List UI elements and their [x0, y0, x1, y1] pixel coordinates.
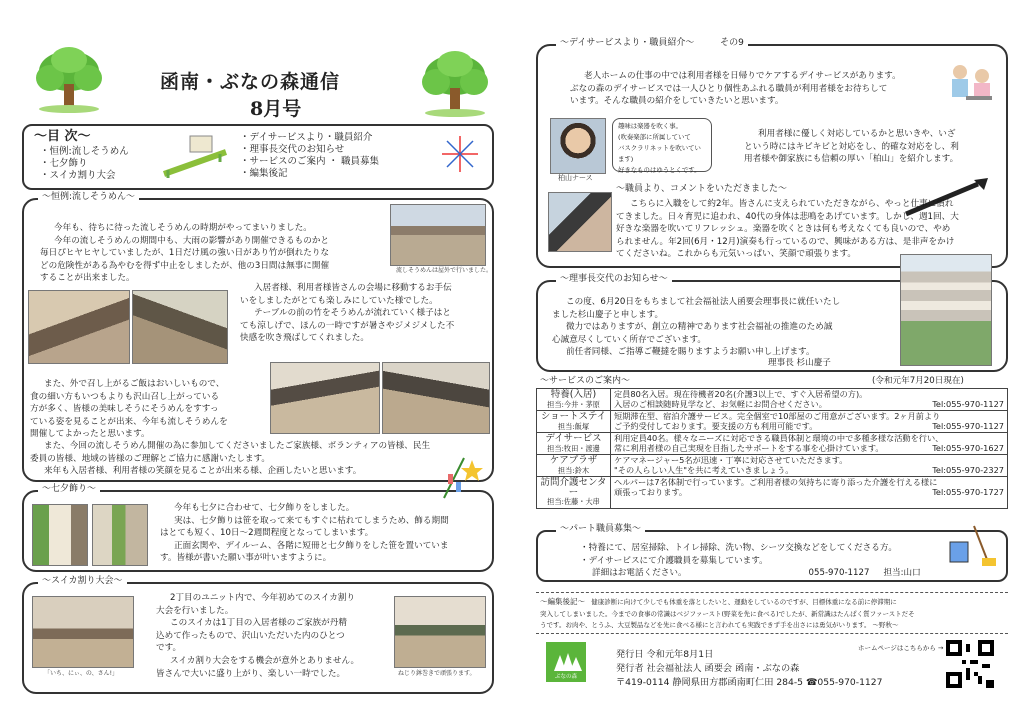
day-service-heading: 〜デイサービスより・職員紹介〜 その9 [556, 38, 748, 50]
caregiver-illustration [946, 60, 996, 106]
qr-code-icon[interactable] [946, 640, 994, 688]
somen-photo-4 [382, 362, 490, 434]
toc-item[interactable]: ・スイカ割り大会 [40, 170, 116, 181]
chairman-signature: 理事長 杉山慶子 [768, 358, 831, 368]
org-logo: ぶなの森 [546, 642, 586, 682]
issue-label: 8月号 [250, 98, 302, 120]
somen-paragraph-3: また、外で召し上がるご飯はおいしいもので、 食の細い方もいつもよりも沢山召し上がっている 方が多く、皆様の美味しそうにそうめんをすすっ ている姿を見ることが出来、今年も流しそうめんを 開催してよかったと思います。 [30, 379, 228, 440]
toc-item[interactable]: ・七夕飾り [40, 158, 88, 169]
toc-left [40, 146, 129, 182]
somen-photo-caption: 流しそうめんは屋外で行いました。 [396, 267, 493, 274]
editor-text: 〜編集後記〜 健康診断に向けて少しでも体重を落としたいと、運動をしているのですが、目標体重になる前に停滞期に 突入してしまいました。今までの食事の常識はべジファースト(野菜を先に食べる)でしたが、新常識はたんぱく質ファーストだそ うです。お肉や、とうふ、大豆製品などを先に食べる様にと言われても実践できず手を出さには勇気がいります。 〜野秋〜 [540, 597, 915, 630]
table-row: 訪問介護センター 担当:佐藤・大串 ヘルパーは7名体制で行っています。ご利用者様の気持ちに寄り添った介護を行える様に 頑張っております。 Tel:055-970-1727 [537, 477, 1008, 509]
address: 〒419-0114 静岡県田方郡函南町仁田 284-5 ☎055-970-1127 [616, 677, 883, 688]
cleaning-tools-icon [944, 522, 998, 568]
staff-comment: こちらに入職をして約2年。皆さんに支えられていただきながら、やっと仕事に慣れ てきました。日々育児に追われ、40代の身体は悲鳴をあげています。しかし、週1回、大 好きな楽器を吹いてリフレッシュ。楽器を吹くときは何も考えなくても良いので、やめ られません。年2回(6月・12月)演奏も行っているので、興味がある方は、是非声をかけ てくださいね。これからも元気いっぱい、笑顔で頑張ります。 [616, 199, 959, 260]
services-table [536, 388, 1008, 509]
comment-title: 〜職員より、コメントをいただきました〜 [616, 184, 788, 194]
table-row: デイサービス 担当:牧田・渡邊 利用定員40名。様々なニーズに対応できる職員体制と環境の中で多種多様な活動を行い、 常に利用者様の自己実現を目指したサポートをする事を心掛けています。 Tel:055-970-1627 [537, 433, 1008, 455]
toc-right [240, 132, 379, 180]
homepage-link[interactable]: ホームページはこちらから → [858, 644, 944, 652]
logo-trees-icon [548, 651, 584, 673]
parttime-heading: 〜パート職員募集〜 [556, 524, 645, 536]
somen-paragraph-1: 今年も、待ちに待った流しそうめんの時期がやってまいりました。 今年の流しそうめんの期間中も、大雨の影響があり開催できるものかと 毎日ぴヒヤヒヤしていましたが、1日だけ風の強い日があり竹が倒れたりな どの危険性がある為やむを得ず中止をしましたが、他の3日間は無事に開催 することが出来ました。 [40, 223, 330, 284]
suika-photo-2 [394, 596, 486, 668]
toc-item[interactable]: ・サービスのご案内 ・ 職員募集 [240, 156, 380, 167]
parttime-phone: 055-970-1127 [808, 568, 870, 579]
somen-photo-2 [132, 290, 228, 364]
services-date: (令和元年7月20日現在) [872, 376, 964, 386]
newsletter-title: 函南・ぶなの森通信 [160, 71, 341, 93]
suika-heading: 〜スイカ割り大会〜 [38, 576, 127, 588]
bamboo-decoration-icon [434, 454, 484, 500]
firework-icon [440, 134, 480, 174]
toc-heading: 〜目 次〜 [34, 129, 91, 144]
services-heading: 〜サービスのご案内〜 [540, 376, 631, 386]
staff-caption: 柏山ナース [558, 174, 593, 182]
toc-item[interactable]: ・理事長交代のお知らせ [240, 144, 345, 155]
suika-caption-right: ねじり鉢巻きで頑張ります。 [398, 670, 476, 677]
somen-photo-1 [28, 290, 130, 364]
tree-left-icon [34, 44, 104, 114]
toc-item[interactable]: ・編集後記 [240, 168, 288, 179]
parttime-contact: 詳細はお電話ください。 [592, 568, 687, 579]
tree-right-icon [420, 48, 490, 118]
issue-date: 発行日 令和元年8月1日 [616, 649, 714, 660]
chairman-heading: 〜理事長交代のお知らせ〜 [556, 274, 672, 286]
day-service-intro: 老人ホームの仕事の中では利用者様を日帰りでケアするデイサービスがあります。 ぶなの森のデイサービスでは一人ひとり個性あふれる職員が利用者様をお待ちして います。そんな職員の紹介をしていきたいと思います。 [570, 71, 901, 107]
suika-photo-1 [32, 596, 134, 668]
tanabata-photo-2 [92, 504, 148, 566]
toc-item[interactable]: ・恒例:流しそうめん [40, 146, 129, 157]
staff-photo [550, 118, 606, 174]
table-row: ショートステイ 担当:飯塚 短期滞在型、宿泊介護サービス。完全個室で10部屋のご用意がございます。2ヶ月前より ご予約受付しております。要支援の方も利用可能です。 Tel:055-970-1127 [537, 411, 1008, 433]
staff-profile: 利用者様に優しく対応しているかと思いきや、いざ という時にはキビキビと対応をし、的確な対応をし、利 用者様や御家族にも信頼の厚い「柏山」を紹介します。 [744, 129, 959, 165]
staff-playing-photo [548, 192, 612, 252]
publisher: 発行者 社会福祉法人 函要会 函南・ぶなの森 [616, 663, 800, 674]
table-row: 特養(入居) 担当:今井・茅原 定員80名入居。現在待機者20名(介護3以上で、すぐ入居希望の方)。 入居のご相談随時見学など、お気軽にお問合せください。 Tel:055-970-1127 [537, 389, 1008, 411]
tanabata-photo-1 [32, 504, 88, 566]
suika-caption-left: 「いち、にぃ、の、さん!」 [44, 670, 119, 677]
somen-paragraph-4: また、今回の流しそうめん開催の為に参加してくださいましたご家族様、ボランティアの皆様、民生 委員の皆様、地域の皆様のご理解とご協力に感謝いたします。 来年も入居者様、利用者様の笑顔を見ることが出来る様、企画したいと思います。 [30, 441, 431, 477]
somen-heading: 〜恒例:流しそうめん〜 [38, 192, 139, 204]
table-row: ケアプラザ 担当:鈴木 ケアマネージャー5名が迅速・丁寧に対応させていただきます。 "その人らしい人生"を共に考えていきましょう。 Tel:055-970-2327 [537, 455, 1008, 477]
chairman-text: この度、6月20日をもちまして社会福祉法人函要会理事長に就任いたし ました杉山慶子と申します。 微力ではありますが、創立の精神であります社会福祉の推進のため誠 心誠意尽くしていく所存でございます。 前任者同様、ご指導ご鞭撻を賜りますようお願い申し上げます。 [552, 297, 841, 358]
toc-item[interactable]: ・デイサービスより・職員紹介 [240, 132, 373, 143]
somen-slide-illustration [160, 134, 230, 182]
parttime-person: 担当:山口 [883, 568, 921, 579]
somen-photo-3 [270, 362, 380, 434]
building-photo [900, 254, 992, 366]
day-service-number: その9 [720, 38, 744, 48]
tanabata-text: 今年も七夕に合わせて、七夕飾りをしました。 実は、七夕飾りは笹を取って来てもすぐに枯れてしまうため、飾る期間 はとても短く、10日〜2週間程度となってしまいます。 正面玄関や、デイルーム、各階に短冊と七夕飾りをした笹を置いていま す。皆様が書いた願い事が叶いますように。 [160, 503, 449, 564]
somen-photo-outdoor [390, 204, 486, 266]
somen-paragraph-2: 入居者様、利用者様皆さんの会場に移動するお手伝 いをしましたがとても楽しみにしていた様でした。 テーブルの前の竹をそうめんが流れていく様子はと ても涼しげで、ほんの一時ですが暑さやジメジメした不 快感を吹き飛ばしてくれました。 [240, 283, 455, 344]
editor-heading: 〜編集後記〜 [540, 597, 585, 606]
tanabata-heading: 〜七夕飾り〜 [38, 484, 100, 496]
speech-bubble: 趣味は楽器を吹く事。 (吹奏楽部に所属していて バスクラリネットを吹いています) 好きなものはゆうとくです。 [612, 118, 712, 172]
footer-info [616, 648, 882, 690]
parttime-text: ・特養にて、居室掃除、トイレ掃除、洗い物、シーツ交換などをしてくださる方。 ・デイサービスにて介護職員を募集しています。 詳細はお電話ください。 055-970-1127 担当:山口 [580, 543, 921, 579]
suika-text: 2丁目のユニット内で、今年初めてのスイカ割り 大会を行いました。 このスイカは1丁目の入居者様のご家族が丹精 込めて作ったもので、沢山いただいた内のひとつ です。 スイカ割り大会をする機会が意外とありません。 皆さんで大いに盛り上がり、楽しい一時でした。 [156, 593, 360, 679]
